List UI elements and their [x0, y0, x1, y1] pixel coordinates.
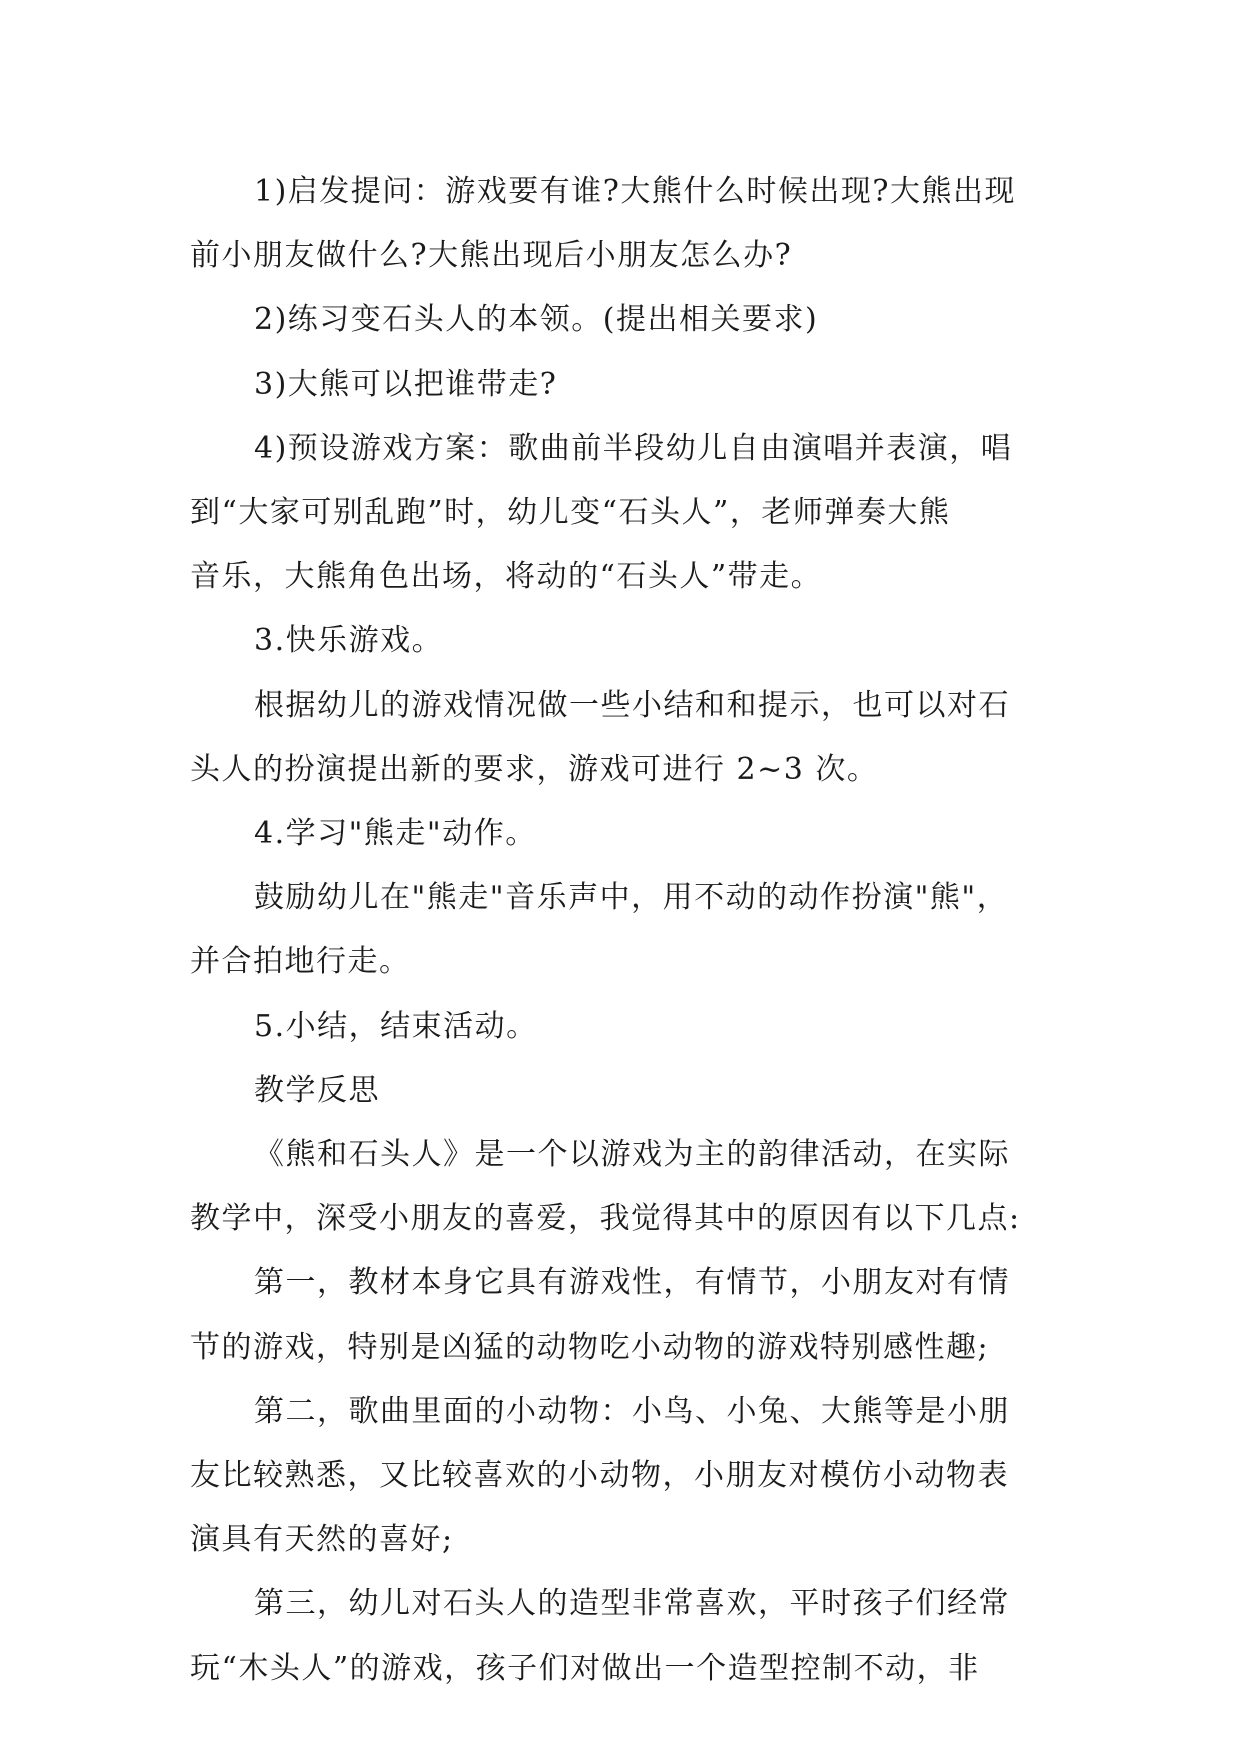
text-line: 第二，歌曲里面的小动物：小鸟、小兔、大熊等是小朋 — [254, 1393, 1010, 1429]
text-line: 并合拍地行走。 — [190, 944, 411, 980]
text-line: 音乐，大熊角色出场，将动的“石头人”带走。 — [190, 559, 823, 595]
text-line: 《熊和石头人》是一个以游戏为主的韵律活动，在实际 — [254, 1137, 1010, 1173]
text-line: 头人的扮演提出新的要求，游戏可进行 2~3 次。 — [190, 751, 879, 787]
text-line: 前小朋友做什么?大熊出现后小朋友怎么办? — [190, 238, 793, 274]
section-heading: 4.学习"熊走"动作。 — [254, 816, 537, 852]
text-line: 1)启发提问：游戏要有谁?大熊什么时候出现?大熊出现 — [254, 174, 1016, 209]
text-line: 演具有天然的喜好; — [190, 1522, 454, 1558]
text-line: 2)练习变石头人的本领。(提出相关要求) — [254, 302, 819, 338]
document-body — [190, 160, 1055, 1701]
section-heading: 3.快乐游戏。 — [254, 623, 444, 659]
text-line: 到“大家可别乱跑”时，幼儿变“石头人”，老师弹奏大熊 — [190, 495, 951, 531]
text-line: 第一，教材本身它具有游戏性，有情节，小朋友对有情 — [254, 1265, 1010, 1301]
text-line: 玩“木头人”的游戏，孩子们对做出一个造型控制不动，非 — [190, 1650, 980, 1686]
text-line: 第三，幼儿对石头人的造型非常喜欢，平时孩子们经常 — [254, 1586, 1010, 1622]
text-line: 教学中，深受小朋友的喜爱，我觉得其中的原因有以下几点: — [190, 1201, 1021, 1237]
text-line: 鼓励幼儿在"熊走"音乐声中，用不动的动作扮演"熊"， — [254, 880, 1009, 916]
section-heading: 教学反思 — [254, 1072, 380, 1108]
text-line: 4)预设游戏方案：歌曲前半段幼儿自由演唱并表演，唱 — [254, 430, 1013, 466]
section-heading: 5.小结，结束活动。 — [254, 1008, 538, 1044]
text-line: 根据幼儿的游戏情况做一些小结和和提示，也可以对石 — [254, 687, 1010, 723]
text-line: 友比较熟悉，又比较喜欢的小动物，小朋友对模仿小动物表 — [190, 1458, 1009, 1494]
text-line: 节的游戏，特别是凶猛的动物吃小动物的游戏特别感性趣; — [190, 1329, 990, 1365]
text-line: 3)大熊可以把谁带走? — [254, 366, 558, 402]
